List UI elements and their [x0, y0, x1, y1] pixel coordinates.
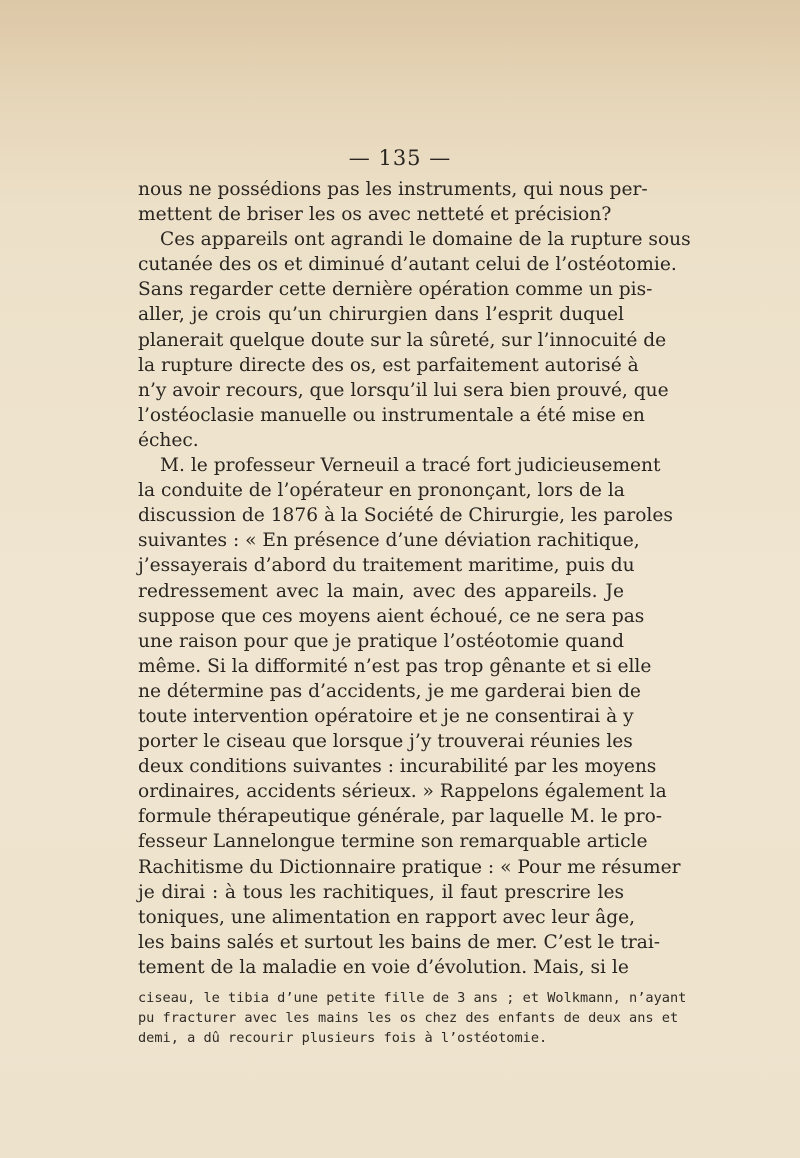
- text-line: n’y avoir recours, que lorsqu’il lui sera bien prouvé, que: [138, 379, 669, 401]
- text-line: mettent de briser les os avec netteté et précision?: [138, 204, 612, 226]
- text-line: discussion de 1876 à la Société de Chirurgie, les paroles: [138, 505, 673, 527]
- text-line: planerait quelque doute sur la sûreté, sur l’innocuité de: [138, 329, 667, 351]
- text-line: échec.: [138, 429, 199, 451]
- text-line: M. le professeur Verneuil a tracé fort judicieusement: [160, 455, 661, 477]
- text-line: je dirai : à tous les rachitiques, il faut prescrire les: [138, 881, 624, 903]
- text-line: Rachitisme du Dictionnaire pratique : « Pour me résumer: [138, 856, 681, 878]
- text-line: l’ostéoclasie manuelle ou instrumentale a été mise en: [138, 404, 645, 426]
- text-line: suivantes : « En présence d’une déviation rachitique,: [138, 530, 640, 552]
- page-number: — 135 —: [348, 146, 452, 170]
- text-line: porter le ciseau que lorsque j’y trouverai réunies les: [138, 731, 633, 753]
- footnote-line: pu fracturer avec les mains les os chez des enfants de deux ans et: [138, 1010, 679, 1026]
- text-line: nous ne possédions pas les instruments, qui nous per-: [138, 179, 648, 200]
- text-line: la conduite de l’opérateur en prononçant, lors de la: [138, 480, 625, 502]
- text-line: redressement avec la main, avec des appareils. Je: [138, 580, 624, 602]
- text-line: la rupture directe des os, est parfaitement autorisé à: [138, 354, 639, 376]
- text-line: fesseur Lannelongue termine son remarquable article: [138, 831, 648, 853]
- text-line: ordinaires, accidents sérieux. » Rappelons également la: [138, 781, 667, 803]
- text-line: j’essayerais d’abord du traitement maritime, puis du: [138, 555, 635, 577]
- text-line: ne détermine pas d’accidents, je me garderai bien de: [138, 680, 641, 702]
- text-line: suppose que ces moyens aient échoué, ce ne sera pas: [138, 605, 645, 627]
- footnote-line: demi, a dû recourir plusieurs fois à l’ostéotomie.: [138, 1030, 548, 1046]
- text-line: aller, je crois qu’un chirurgien dans l’esprit duquel: [138, 304, 624, 326]
- text-line: toute intervention opératoire et je ne consentirai à y: [138, 705, 634, 727]
- footnote: [138, 988, 687, 1048]
- text-line: formule thérapeutique générale, par laquelle M. le pro-: [138, 806, 663, 828]
- text-line: même. Si la difformité n’est pas trop gênante et si elle: [138, 655, 652, 677]
- text-line: Sans regarder cette dernière opération comme un pis-: [138, 279, 653, 301]
- text-line: cutanée des os et diminué d’autant celui de l’ostéotomie.: [138, 254, 677, 276]
- text-line: une raison pour que je pratique l’ostéotomie quand: [138, 630, 624, 652]
- text-line: les bains salés et surtout les bains de mer. C’est le trai-: [138, 931, 661, 953]
- body-text: [138, 177, 691, 980]
- text-line: tement de la maladie en voie d’évolution. Mais, si le: [138, 956, 629, 978]
- footnote-line: ciseau, le tibia d’une petite fille de 3 ans ; et Wolkmann, n’ayant: [138, 990, 687, 1006]
- text-line: deux conditions suivantes : incurabilité par les moyens: [138, 756, 657, 778]
- text-line: Ces appareils ont agrandi le domaine de la rupture sous: [160, 229, 691, 251]
- text-line: toniques, une alimentation en rapport avec leur âge,: [138, 906, 636, 928]
